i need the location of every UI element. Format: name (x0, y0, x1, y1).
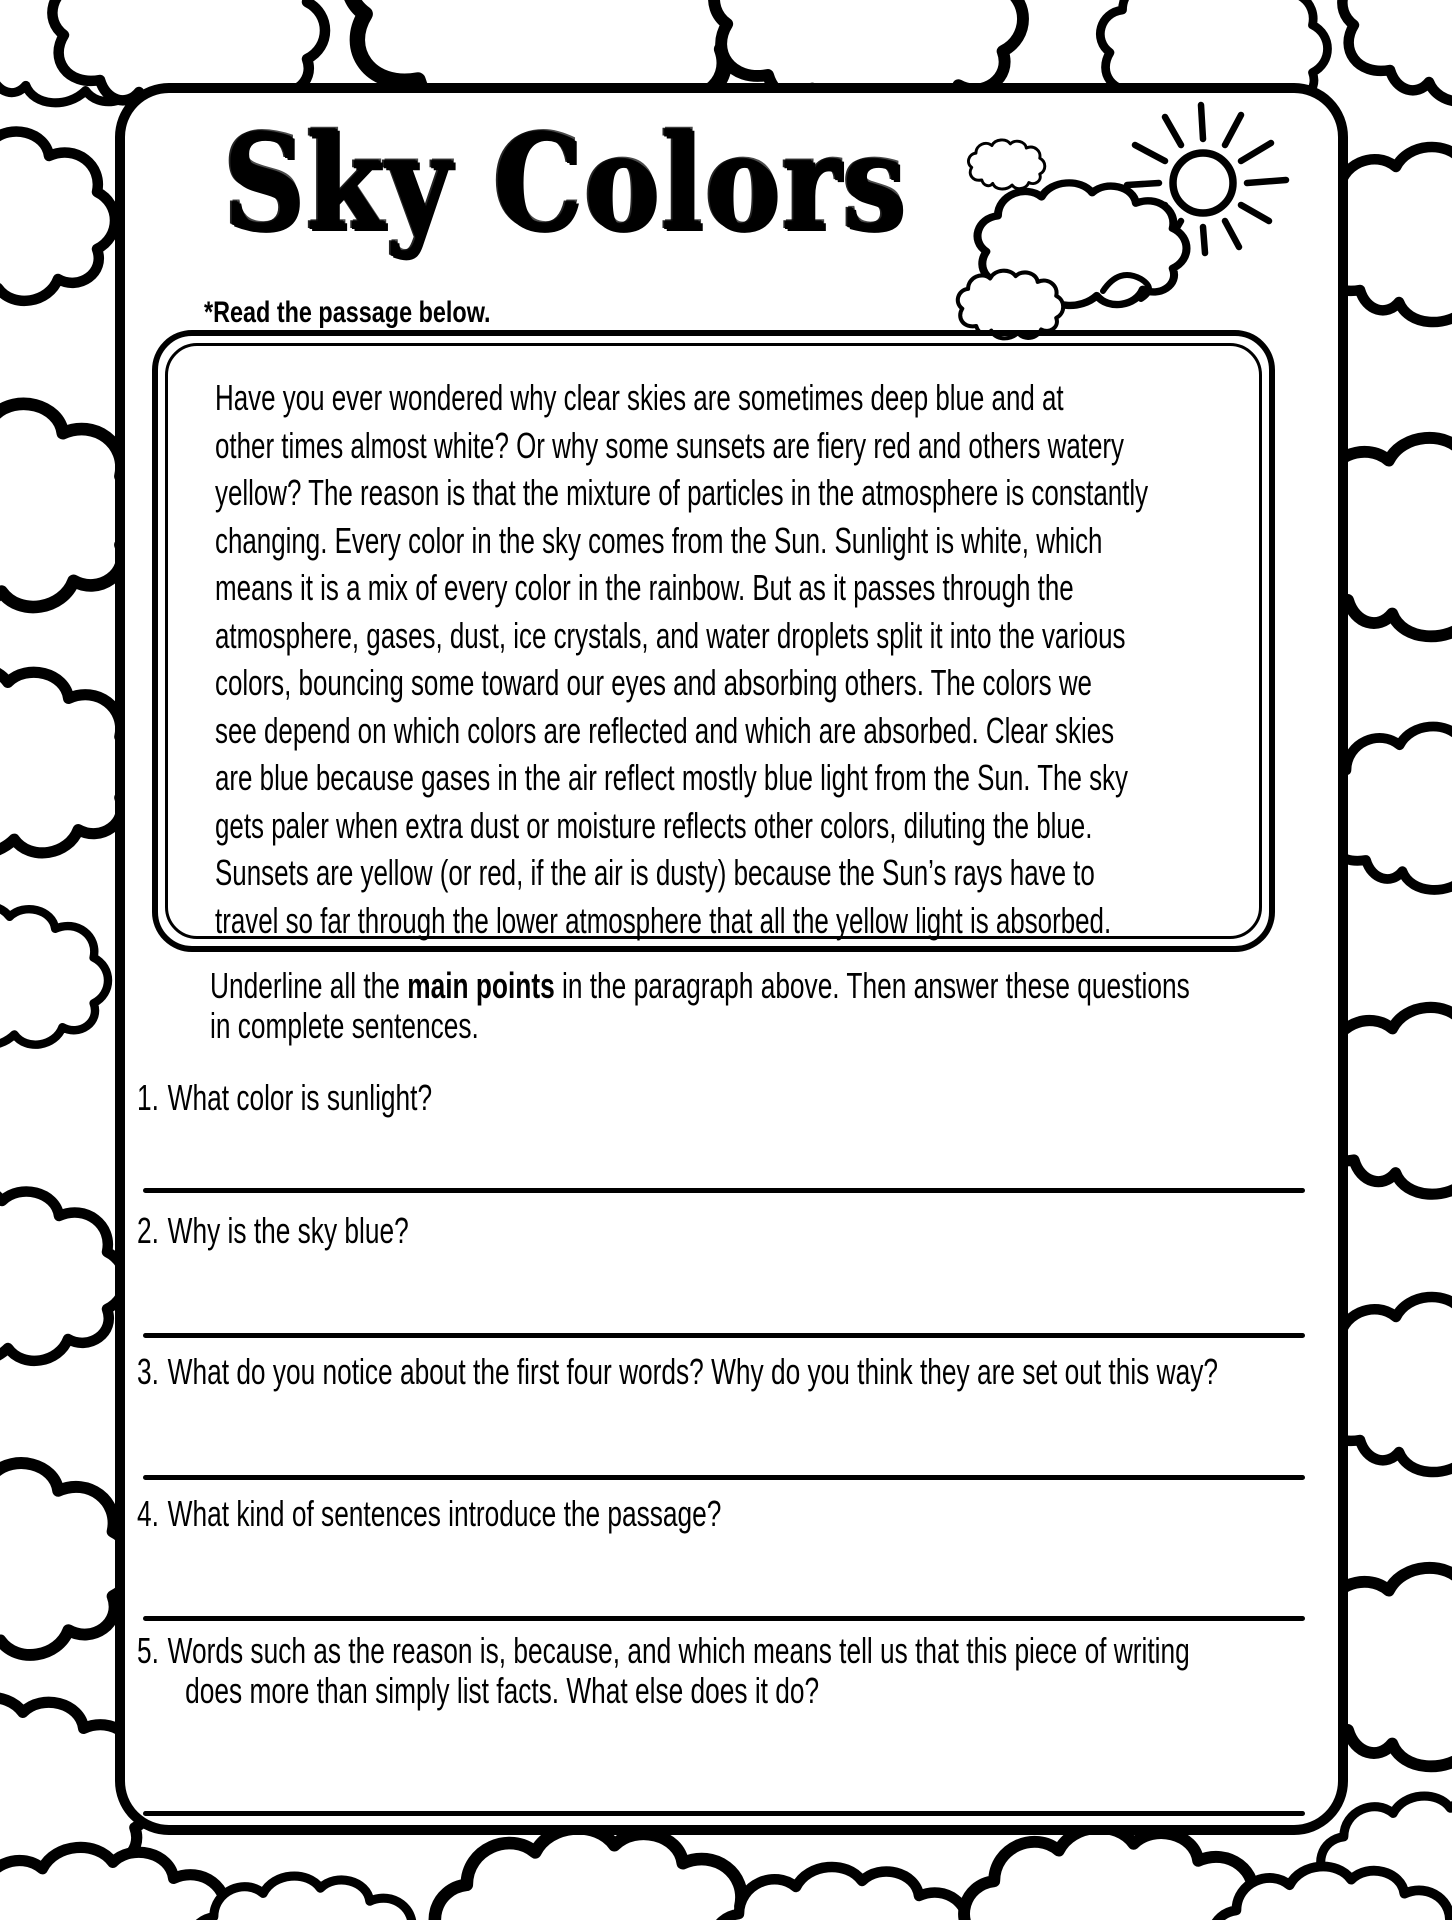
cloud-icon (191, 1876, 427, 1920)
answer-line-5 (143, 1811, 1305, 1816)
question-4 (137, 1494, 721, 1534)
question-3-number: 3. (137, 1351, 159, 1392)
question-1-number: 1. (137, 1077, 159, 1118)
passage-line: are blue because gases in the air reflect mostly blue light from the Sun. The sky (215, 757, 1128, 798)
instruction-text: in the paragraph above. Then answer these questions (554, 965, 1190, 1006)
answer-line-3 (143, 1475, 1305, 1480)
question-5-text-line-2: does more than simply list facts. What else does it do? (185, 1670, 820, 1711)
question-5-text: Words such as the reason is, because, and which means tell us that this piece of writing (167, 1630, 1190, 1671)
read-note: *Read the passage below. (204, 296, 491, 329)
sun-clouds-doodle (953, 93, 1298, 348)
page-title: Sky Colors (223, 106, 907, 261)
passage-line: yellow? The reason is that the mixture of particles in the atmosphere is constantly (215, 472, 1149, 513)
instruction-text: Underline all the (210, 965, 408, 1006)
instruction-bold-text: main points (407, 965, 555, 1006)
cloud-icon (1342, 0, 1452, 102)
passage-line: see depend on which colors are reflected and which are absorbed. Clear skies (215, 709, 1115, 751)
passage-line: gets paler when extra dust or moisture reflects other colors, diluting the blue. (215, 804, 1093, 846)
passage-line: Sunsets are yellow (or red, if the air is dusty) because the Sun’s rays have to (215, 852, 1095, 893)
passage-line: changing. Every color in the sky comes from the Sun. Sunlight is white, which (215, 519, 1103, 561)
question-4-number: 4. (137, 1493, 159, 1534)
instruction-line-2: in complete sentences. (210, 1005, 479, 1046)
instruction-line-1 (210, 966, 1190, 1006)
cloud-icon (712, 1867, 985, 1920)
question-3-text: What do you notice about the first four words? Why do you think they are set out this way? (167, 1351, 1218, 1392)
instruction (210, 966, 1190, 1046)
passage-line: means it is a mix of every color in the rainbow. But as it passes through the (215, 567, 1074, 608)
question-5 (137, 1631, 1190, 1711)
passage-line: Have you ever wondered why clear skies are sometimes deep blue and at (215, 377, 1064, 418)
passage-line: other times almost white? Or why some sunsets are fiery red and others watery (215, 424, 1125, 466)
cloud-icon (0, 127, 115, 302)
question-1 (137, 1078, 432, 1118)
question-5-number: 5. (137, 1630, 159, 1671)
cloud-icon (958, 140, 1187, 338)
cloud-icon (0, 1458, 133, 1656)
passage (215, 374, 1148, 944)
question-3 (137, 1352, 1218, 1392)
answer-line-2 (143, 1333, 1305, 1338)
passage-box (152, 330, 1275, 952)
question-2-text: Why is the sky blue? (167, 1210, 409, 1251)
question-2 (137, 1211, 409, 1251)
cloud-icon (0, 906, 108, 1046)
passage-line: colors, bouncing some toward our eyes and absorbing others. The colors we (215, 662, 1092, 703)
question-1-text: What color is sunlight? (167, 1077, 433, 1118)
answer-line-4 (143, 1616, 1305, 1621)
cloud-icon (435, 1828, 762, 1920)
worksheet-card (115, 83, 1348, 1835)
answer-line-1 (143, 1188, 1305, 1193)
question-2-number: 2. (137, 1210, 159, 1251)
cloud-icon (0, 1187, 125, 1362)
passage-box-inner-border (165, 343, 1262, 939)
question-4-text: What kind of sentences introduce the passage? (167, 1493, 722, 1534)
cloud-icon (964, 1828, 1273, 1920)
passage-line: atmosphere, gases, dust, ice crystals, and water droplets split it into the various (215, 614, 1126, 656)
passage-line: travel so far through the lower atmosphere that all the yellow light is absorbed. (215, 899, 1112, 941)
